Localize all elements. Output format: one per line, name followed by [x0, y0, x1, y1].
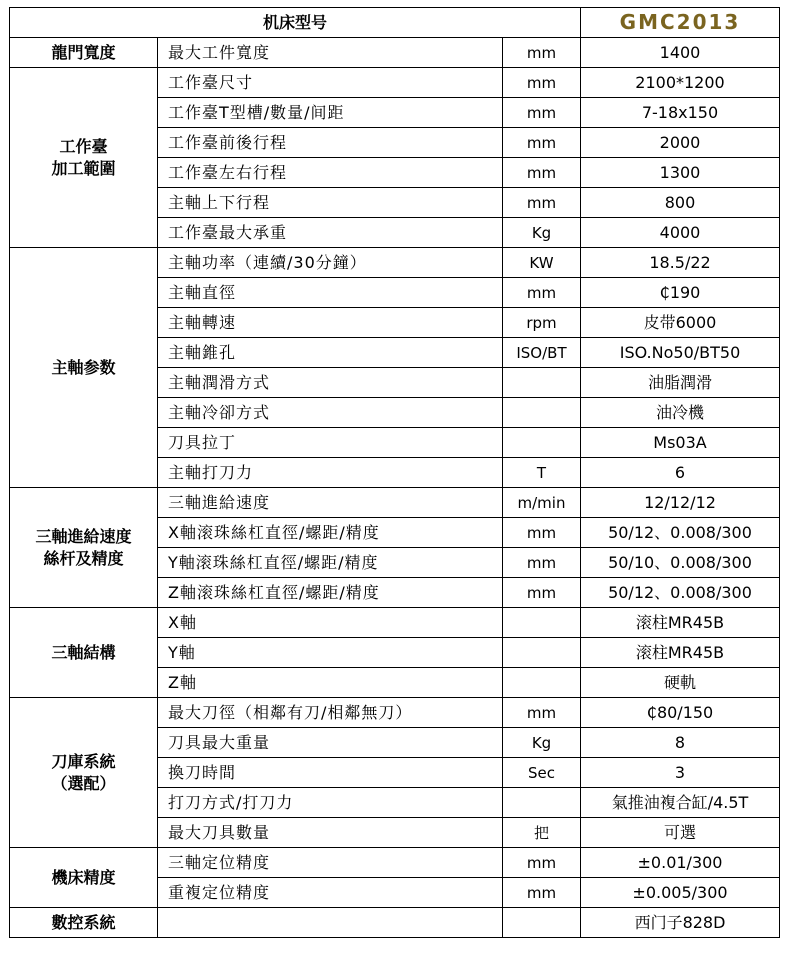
spec-name: 主軸打刀力: [158, 458, 503, 488]
spec-name: 主軸直徑: [158, 278, 503, 308]
spec-name: Z軸: [158, 668, 503, 698]
spec-value: 西门子828D: [581, 908, 780, 938]
spec-unit: mm: [503, 698, 581, 728]
spec-value: 可選: [581, 818, 780, 848]
spec-unit: T: [503, 458, 581, 488]
spec-value: 1300: [581, 158, 780, 188]
spec-unit: [503, 398, 581, 428]
spec-name: 工作臺左右行程: [158, 158, 503, 188]
spec-value: 3: [581, 758, 780, 788]
spec-name: 打刀方式/打刀力: [158, 788, 503, 818]
spec-name: 換刀時間: [158, 758, 503, 788]
table-row: [10, 248, 780, 278]
spec-value: ₵190: [581, 278, 780, 308]
spec-unit: mm: [503, 98, 581, 128]
spec-unit: rpm: [503, 308, 581, 338]
spec-unit: mm: [503, 548, 581, 578]
spec-unit: mm: [503, 188, 581, 218]
spec-value: 6: [581, 458, 780, 488]
spec-unit: mm: [503, 578, 581, 608]
category-cell: 三軸進給速度 絲杆及精度: [10, 488, 158, 608]
spec-value: 2000: [581, 128, 780, 158]
table-row: [10, 608, 780, 638]
spec-unit: Kg: [503, 728, 581, 758]
spec-value: 4000: [581, 218, 780, 248]
spec-name: 三軸進給速度: [158, 488, 503, 518]
table-row: [10, 68, 780, 98]
spec-value: 滚柱MR45B: [581, 608, 780, 638]
spec-unit: mm: [503, 68, 581, 98]
spec-name: 重複定位精度: [158, 878, 503, 908]
spec-unit: [503, 428, 581, 458]
spec-name: 最大刀徑（相鄰有刀/相鄰無刀）: [158, 698, 503, 728]
spec-name: X軸: [158, 608, 503, 638]
header-row: [10, 8, 780, 38]
spec-unit: ISO/BT: [503, 338, 581, 368]
spec-value: 7-18x150: [581, 98, 780, 128]
spec-name: 主軸功率（連續/30分鐘）: [158, 248, 503, 278]
spec-value: 50/10、0.008/300: [581, 548, 780, 578]
spec-value: 硬軌: [581, 668, 780, 698]
spec-unit: m/min: [503, 488, 581, 518]
spec-unit: KW: [503, 248, 581, 278]
spec-unit: Sec: [503, 758, 581, 788]
spec-name: 主軸轉速: [158, 308, 503, 338]
spec-unit: [503, 638, 581, 668]
spec-name: 主軸上下行程: [158, 188, 503, 218]
spec-unit: [503, 908, 581, 938]
spec-unit: [503, 368, 581, 398]
spec-value: Ms03A: [581, 428, 780, 458]
spec-name: 主軸冷卻方式: [158, 398, 503, 428]
spec-name: 三軸定位精度: [158, 848, 503, 878]
spec-name: 刀具拉丁: [158, 428, 503, 458]
spec-value: ±0.01/300: [581, 848, 780, 878]
spec-value: 50/12、0.008/300: [581, 578, 780, 608]
table-row: [10, 848, 780, 878]
category-cell: 三軸結構: [10, 608, 158, 698]
table-row: [10, 488, 780, 518]
spec-name: 主軸潤滑方式: [158, 368, 503, 398]
spec-name: 刀具最大重量: [158, 728, 503, 758]
table-row: [10, 908, 780, 938]
spec-unit: mm: [503, 848, 581, 878]
spec-unit: [503, 668, 581, 698]
category-cell: 數控系統: [10, 908, 158, 938]
category-cell: 主軸参数: [10, 248, 158, 488]
spec-unit: mm: [503, 278, 581, 308]
spec-unit: 把: [503, 818, 581, 848]
spec-name: 工作臺前後行程: [158, 128, 503, 158]
spec-value: 皮带6000: [581, 308, 780, 338]
category-cell: 刀庫系統 （選配）: [10, 698, 158, 848]
model-title: 机床型号: [10, 8, 581, 38]
spec-value: 12/12/12: [581, 488, 780, 518]
spec-unit: [503, 608, 581, 638]
spec-name: 工作臺T型槽/數量/间距: [158, 98, 503, 128]
spec-value: 8: [581, 728, 780, 758]
spec-name: 工作臺最大承重: [158, 218, 503, 248]
spec-sheet: [9, 7, 780, 938]
spec-unit: mm: [503, 38, 581, 68]
spec-name: X軸滚珠絲杠直徑/螺距/精度: [158, 518, 503, 548]
spec-name: Y軸滚珠絲杠直徑/螺距/精度: [158, 548, 503, 578]
spec-value: ISO.No50/BT50: [581, 338, 780, 368]
spec-name: 工作臺尺寸: [158, 68, 503, 98]
spec-unit: mm: [503, 128, 581, 158]
model-logo: [581, 8, 780, 38]
category-cell: 機床精度: [10, 848, 158, 908]
spec-value: 油冷機: [581, 398, 780, 428]
spec-name: 最大刀具數量: [158, 818, 503, 848]
spec-value: 50/12、0.008/300: [581, 518, 780, 548]
spec-name: Y軸: [158, 638, 503, 668]
gmc-logo: GMC2013: [619, 9, 741, 34]
spec-value: 油脂潤滑: [581, 368, 780, 398]
spec-value: 氣推油複合缸/4.5T: [581, 788, 780, 818]
category-cell: 龍門寬度: [10, 38, 158, 68]
spec-unit: mm: [503, 518, 581, 548]
spec-value: 2100*1200: [581, 68, 780, 98]
spec-name: Z軸滚珠絲杠直徑/螺距/精度: [158, 578, 503, 608]
spec-unit: mm: [503, 878, 581, 908]
spec-unit: mm: [503, 158, 581, 188]
spec-unit: [503, 788, 581, 818]
spec-value: 800: [581, 188, 780, 218]
spec-name: 最大工件寬度: [158, 38, 503, 68]
spec-value: ±0.005/300: [581, 878, 780, 908]
spec-value: 1400: [581, 38, 780, 68]
spec-value: 18.5/22: [581, 248, 780, 278]
category-cell: 工作臺 加工範圍: [10, 68, 158, 248]
table-row: [10, 38, 780, 68]
spec-value: ₵80/150: [581, 698, 780, 728]
spec-name: 主軸錐孔: [158, 338, 503, 368]
table-row: [10, 698, 780, 728]
spec-value: 滚柱MR45B: [581, 638, 780, 668]
spec-unit: Kg: [503, 218, 581, 248]
spec-name: [158, 908, 503, 938]
spec-table: [9, 7, 780, 938]
